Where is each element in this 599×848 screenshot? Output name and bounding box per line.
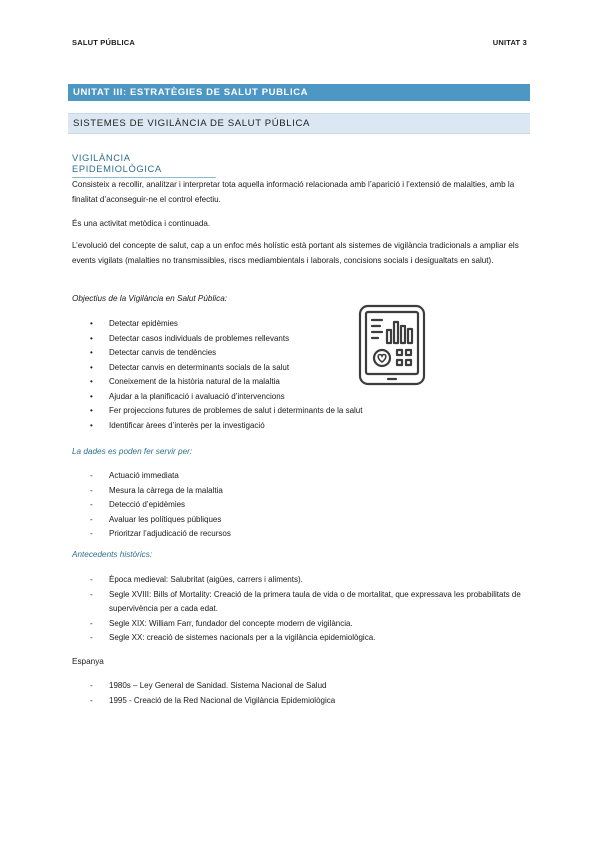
list-item: • Ajudar a la planificació i avaluació d’intervencions [90, 391, 285, 401]
list-item: - Època medieval: Salubritat (aigües, carrers i aliments). [90, 575, 303, 584]
list-item: • Detectar canvis en determinants socials de la salut [90, 362, 290, 372]
uses-list [72, 469, 532, 542]
uses-heading: La dades es poden fer servir per: [72, 447, 193, 456]
list-item: - 1980s – Ley General de Sanidad. Sistema Nacional de Salud [90, 681, 327, 690]
list-item: - Segle XIX: William Farr, fundador del concepte modern de vigilància. [90, 618, 353, 628]
history-list [72, 573, 532, 646]
running-header-right: UNITAT 3 [492, 38, 527, 47]
list-item: - Segle XX: creació de sistemes nacionals per a la vigilància epidemiològica. [90, 633, 376, 642]
list-item: • Detectar canvis de tendències [90, 348, 217, 357]
section-title: SISTEMES DE VIGILÀNCIA DE SALUT PÚBLICA [68, 113, 530, 134]
paragraph-evolution: L’evolució del concepte de salut, cap a un enfoc més holístic està portant als sistemes de vigilància tradicionals a ampliar els events vigilats (malalties no transmissibles, riscs mediambientals i laborals, concisions socials i desigualtats en salut). [72, 241, 519, 265]
history-heading: Antecedents històrics: [72, 550, 153, 559]
running-header-left: SALUT PÚBLICA [72, 38, 136, 47]
list-item: • Identificar àrees d’interès per la investigació [90, 420, 265, 430]
paragraph-activity: És una activitat metòdica i continuada. [72, 219, 211, 228]
objectives-heading: Objectius de la Vigilància en Salut Pública: [72, 294, 228, 303]
list-item: - Mesura la càrrega de la malaltia [90, 485, 223, 495]
tablet-health-chart-icon [358, 304, 426, 386]
list-item: • Detectar casos individuals de problemes rellevants [90, 333, 290, 343]
list-item: - Detecció d’epidèmies [90, 500, 186, 509]
spain-heading: Espanya [72, 657, 104, 666]
list-item: - 1995 - Creació de la Red Nacional de Vigilància Epidemiològica [90, 695, 336, 705]
unit-title: UNITAT III: ESTRATÈGIES DE SALUT PUBLICA [68, 84, 530, 101]
list-item: - Segle XVIII: Bills of Mortality: Creació de la primera taula de vida o de mortalitat, que expressava les probabilitats de supervivència per a cada edat. [90, 589, 521, 613]
list-item: • Detectar epidèmies [90, 319, 178, 328]
list-item: - Actuació immediata [90, 471, 179, 480]
list-item: • Fer projeccions futures de problemes de salut i determinants de la salut [90, 406, 363, 415]
objectives-list [72, 317, 532, 433]
list-item: - Avaluar les polítiques públiques [90, 514, 222, 524]
list-item: - Prioritzar l’adjudicació de recursos [90, 529, 231, 538]
intro-paragraph: Consisteix a recollir, analitzar i interpretar tota aquella informació relacionada amb l’aparició i l’extensió de malalties, amb la finalitat d’aconseguir-ne el control efectiu. [72, 180, 515, 204]
subsection-title: VIGILÀNCIA EPIDEMIOLÒGICA [72, 152, 216, 178]
spain-list [72, 679, 532, 708]
list-item: • Coneixement de la història natural de la malaltia [90, 377, 280, 386]
